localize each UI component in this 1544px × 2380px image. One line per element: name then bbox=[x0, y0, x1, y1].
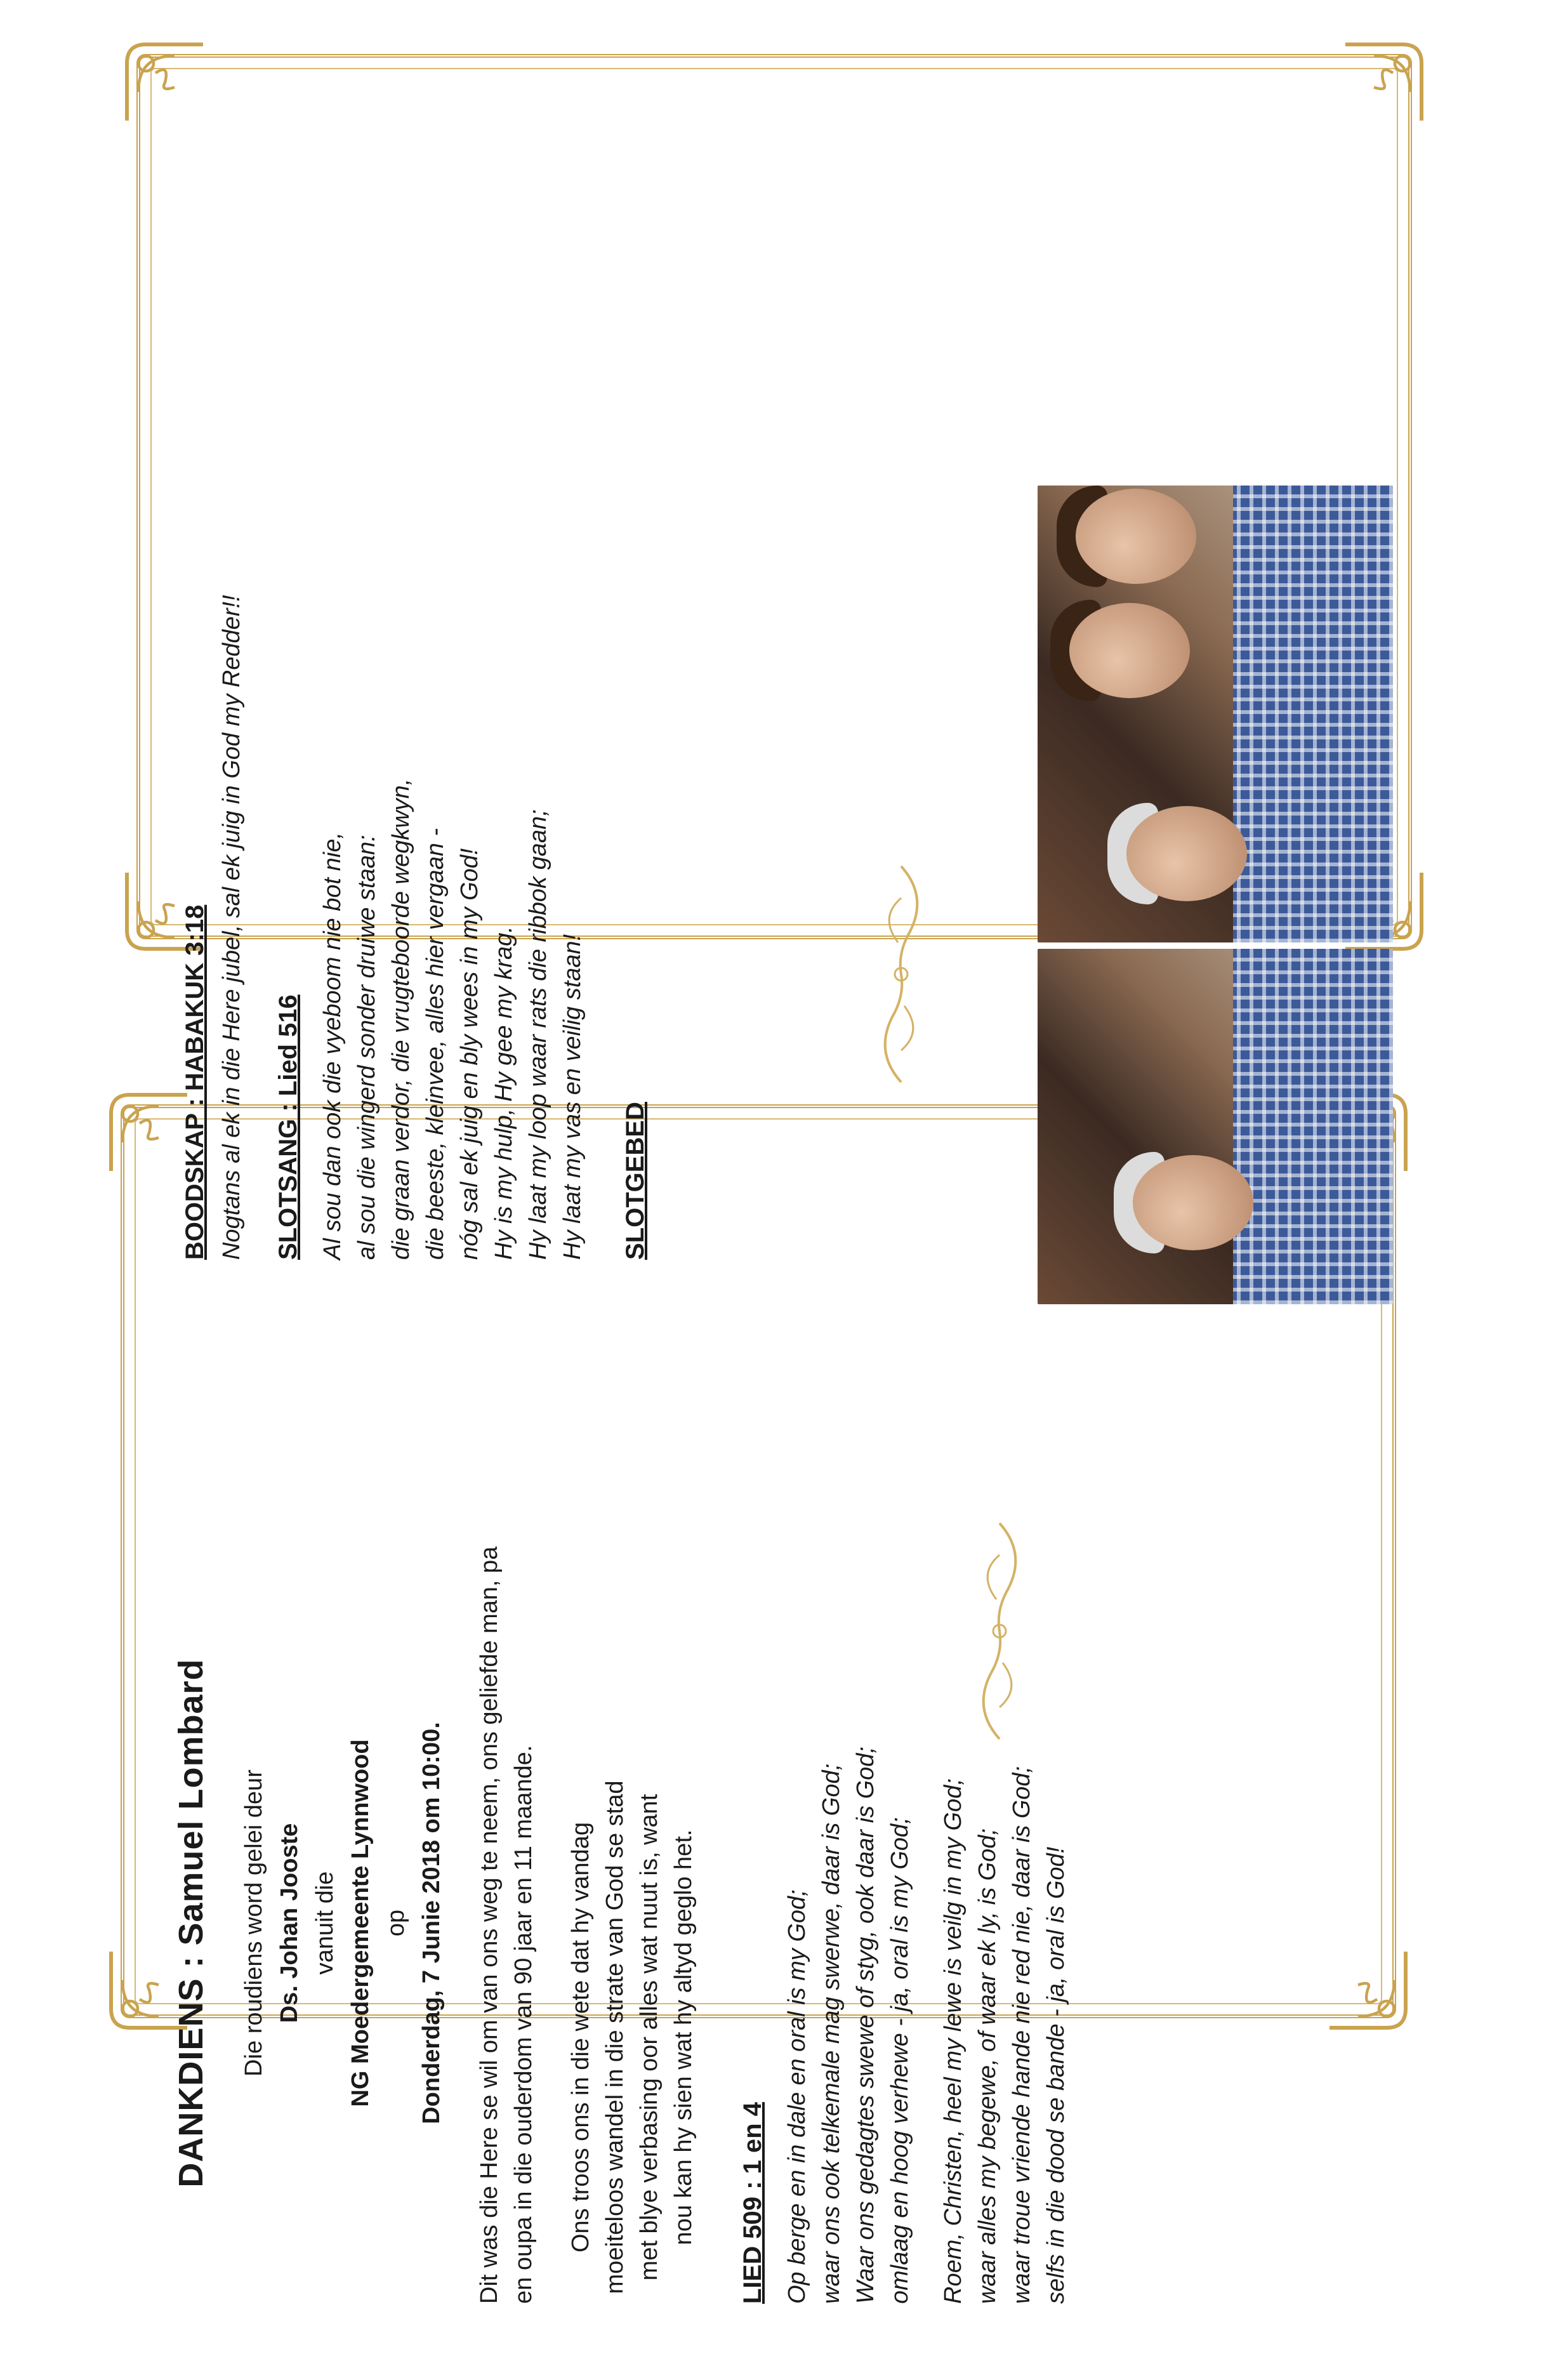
song-heading: LIED 509 : 1 en 4 bbox=[739, 2102, 767, 2304]
left-page-rotated-content bbox=[121, 1466, 1396, 2380]
minister-name: Ds. Johan Jooste bbox=[276, 1823, 303, 2023]
closing-prayer-heading: SLOTGEBED bbox=[621, 1102, 649, 1260]
right-page-panel bbox=[136, 54, 1412, 1260]
photo-family bbox=[1038, 486, 1393, 942]
photo-face bbox=[1076, 489, 1196, 584]
verse-line: selfs in die dood se bande - ja, oral is God! bbox=[1043, 1846, 1069, 2304]
service-details bbox=[236, 1542, 449, 2304]
service-date: Donderdag, 7 Junie 2018 om 10:00. bbox=[418, 1722, 445, 2124]
photo-row bbox=[1038, 486, 1393, 1304]
photo-face bbox=[1069, 603, 1190, 698]
right-page-rotated-content bbox=[136, 444, 1412, 1330]
service-line: Die roudiens word gelei deur bbox=[241, 1769, 267, 2077]
verse-line: die beeste, kleinvee, alles hier vergaan - bbox=[422, 828, 449, 1260]
photo-face bbox=[1133, 1155, 1253, 1250]
verse-line: Op berge en in dale en oral is my God; bbox=[784, 1889, 810, 2304]
verse-line: al sou die wingerd sonder druiwe staan: bbox=[353, 835, 380, 1260]
photo-grandfather bbox=[1038, 949, 1393, 1304]
verse-line: Al sou dan ook die vyeboom nie bot nie, bbox=[319, 832, 346, 1260]
corner-flourish-icon bbox=[117, 35, 213, 130]
closing-song-heading: SLOTSANG : Lied 516 bbox=[274, 995, 302, 1260]
center-ornament-icon bbox=[866, 860, 936, 1088]
tribute-paragraph: Dit was die Here se wil om van ons weg te neem, ons geliefde man, pa en oupa in die ouderdom van 90 jaar en 11 maande. bbox=[476, 1546, 537, 2304]
verse-line: Roem, Christen, heel my lewe is veilg in my God; bbox=[940, 1778, 967, 2304]
congregation-name: NG Moedergemeente Lynnwood bbox=[347, 1739, 374, 2107]
corner-flourish-icon bbox=[1336, 35, 1431, 130]
page-title: DANKDIENS : Samuel Lombard bbox=[172, 1658, 210, 2188]
verse-line: waar alles my begewe, of waar ek ly, is God; bbox=[974, 1828, 1001, 2304]
photo-face bbox=[1126, 806, 1247, 901]
verse-line: Hy laat my loop waar rats die ribbok gaan; bbox=[525, 809, 551, 1260]
photo-shirt bbox=[1233, 949, 1393, 1304]
photo-shirt bbox=[1233, 486, 1393, 942]
verse-line: waar troue vriende hande nie red nie, daar is God; bbox=[1008, 1766, 1035, 2304]
song-verse-1 bbox=[780, 1542, 917, 2304]
message-text: Nogtans al ek in die Here jubel, sal ek juig in God my Redder!! bbox=[218, 595, 245, 1260]
center-ornament-icon bbox=[965, 1517, 1034, 1745]
message-heading: BOODSKAP : HABAKUK 3:18 bbox=[181, 904, 209, 1260]
comfort-paragraph: Ons troos ons in die wete dat hy vandag moeiteloos wandel in die strate van God se stad met blye verbasing oor alles wat nuut is, want nou kan hy sien wat hy altyd geglo het. bbox=[567, 1780, 697, 2294]
verse-line: waar ons ook telkemale mag swerwe, daar is God; bbox=[818, 1763, 845, 2304]
closing-song-verse bbox=[315, 520, 590, 1260]
left-page-content bbox=[171, 1542, 1358, 2304]
verse-line: die graan verdor, die vrugteboorde wegkwyn, bbox=[388, 778, 414, 1260]
verse-line: Hy laat my vas en veilig staan! bbox=[559, 934, 586, 1260]
verse-line: Waar ons gedagtes swewe of styg, ook daar is God; bbox=[852, 1747, 879, 2304]
verse-line: Hy is my hulp, Hy gee my krag. bbox=[491, 926, 517, 1260]
verse-line: omlaag en hoog verhewe - ja, oral is my God; bbox=[887, 1817, 913, 2304]
service-line: vanuit die bbox=[312, 1871, 338, 1975]
service-line: op bbox=[383, 1909, 409, 1937]
verse-line: nóg sal ek juig en bly wees in my God! bbox=[456, 848, 483, 1260]
